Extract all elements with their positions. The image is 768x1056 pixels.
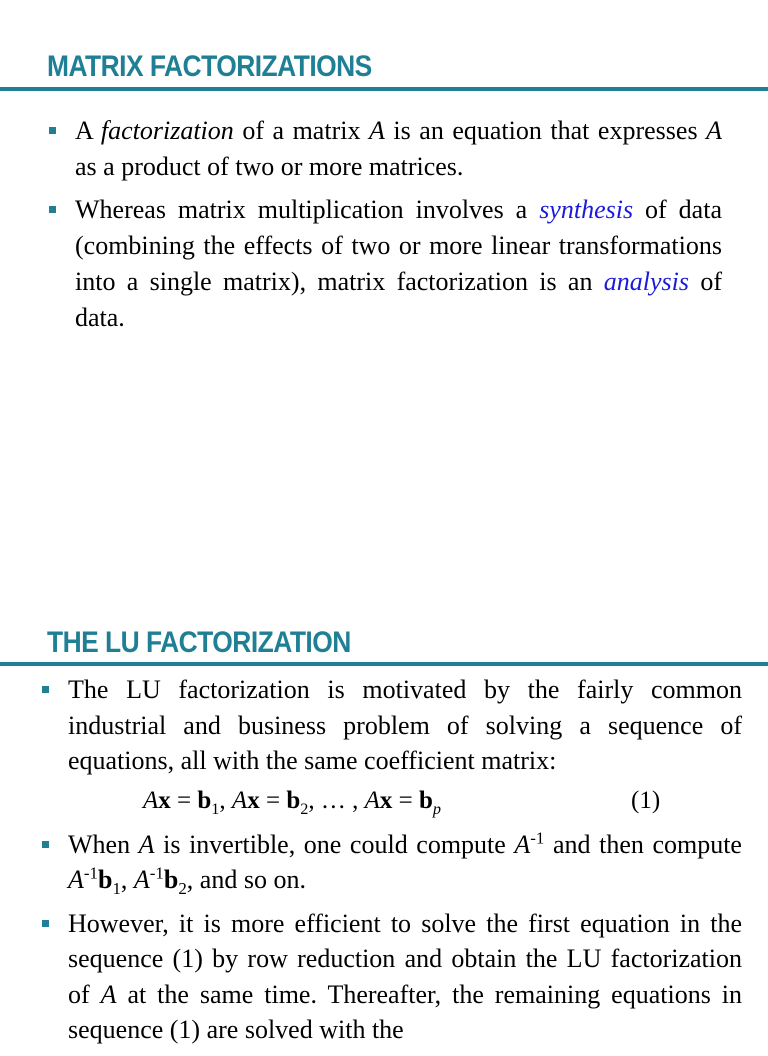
math-operator: = — [259, 786, 287, 814]
equation-number: (1) — [631, 786, 661, 814]
bullet-list — [40, 672, 742, 1056]
square-bullet-icon — [49, 127, 56, 134]
slide-title: THE LU FACTORIZATION — [47, 626, 351, 659]
text-span: and then compute — [544, 829, 742, 859]
text-span: of data (combining the effects of two or more linear transformations into a single matrix), matrix factorization is an — [75, 195, 722, 296]
math-separator: , … , — [308, 786, 365, 814]
math-superscript: -1 — [530, 827, 545, 847]
math-vector: x — [379, 786, 393, 814]
text-span: of data. — [75, 267, 722, 332]
bullet-list — [47, 113, 722, 343]
square-bullet-icon — [42, 686, 49, 693]
bullet-item — [47, 192, 722, 336]
text-span: Whereas matrix multiplication involves a — [75, 195, 540, 224]
square-bullet-icon — [42, 920, 49, 927]
math-vector: x — [158, 786, 171, 814]
math-subscript: 2 — [178, 879, 187, 899]
text-span: , and so on. — [186, 865, 306, 894]
math-symbol: A — [514, 829, 531, 859]
math-subscript: p — [432, 799, 442, 818]
math-vector: b — [97, 865, 113, 894]
math-symbol: A — [368, 116, 385, 145]
bullet-item — [40, 906, 742, 1048]
math-symbol: A — [231, 786, 248, 814]
text-span: The LU factorization is motivated by the fairly common industrial and business problem of solving a sequence of equations, all with the same coefficient matrix: — [68, 675, 742, 775]
math-vector: x — [247, 786, 260, 814]
highlighted-term: synthesis — [539, 195, 634, 224]
text-span: , — [120, 865, 134, 894]
math-superscript: -1 — [149, 863, 164, 883]
math-vector: b — [163, 865, 179, 894]
bullet-item — [40, 827, 742, 898]
math-vector: b — [418, 786, 433, 814]
math-symbol: A — [100, 979, 117, 1009]
math-symbol: A — [143, 786, 159, 814]
equation-body — [143, 783, 441, 819]
title-underline — [0, 87, 768, 91]
slide-title: MATRIX FACTORIZATIONS — [47, 50, 372, 83]
math-subscript: 2 — [300, 799, 309, 818]
equation-1 — [68, 781, 742, 819]
text-span: as a product of two or more matrices. — [75, 152, 464, 181]
math-superscript: -1 — [83, 863, 98, 883]
text-span: of a matrix — [233, 116, 369, 145]
text-span: When — [68, 829, 139, 859]
text-span: However, it is more efficient to solve the first equation in the sequence (1) by row reduction and obtain the LU factorization of — [68, 908, 742, 1009]
square-bullet-icon — [42, 841, 49, 848]
math-symbol: A — [364, 786, 380, 814]
square-bullet-icon — [49, 206, 56, 213]
math-subscript: 1 — [112, 879, 121, 899]
math-symbol: A — [68, 865, 84, 894]
italic-term: factorization — [100, 116, 234, 145]
text-span: at the same time. Thereafter, the remaining equations in sequence (1) are solved with the — [68, 979, 742, 1044]
text-span: is invertible, one could compute — [154, 829, 515, 859]
math-vector: b — [286, 786, 301, 814]
highlighted-term: analysis — [603, 267, 690, 296]
math-symbol: A — [138, 829, 155, 859]
bullet-item — [40, 672, 742, 819]
math-operator: = — [392, 786, 419, 814]
math-subscript: 1 — [211, 799, 220, 818]
math-separator: , — [219, 786, 232, 814]
math-symbol: A — [706, 116, 722, 145]
title-underline — [0, 662, 768, 666]
math-vector: b — [197, 786, 212, 814]
math-operator: = — [170, 786, 198, 814]
text-span: is an equation that expresses — [384, 116, 707, 145]
text-span: A — [75, 116, 101, 145]
bullet-item — [47, 113, 722, 185]
math-symbol: A — [133, 865, 150, 894]
